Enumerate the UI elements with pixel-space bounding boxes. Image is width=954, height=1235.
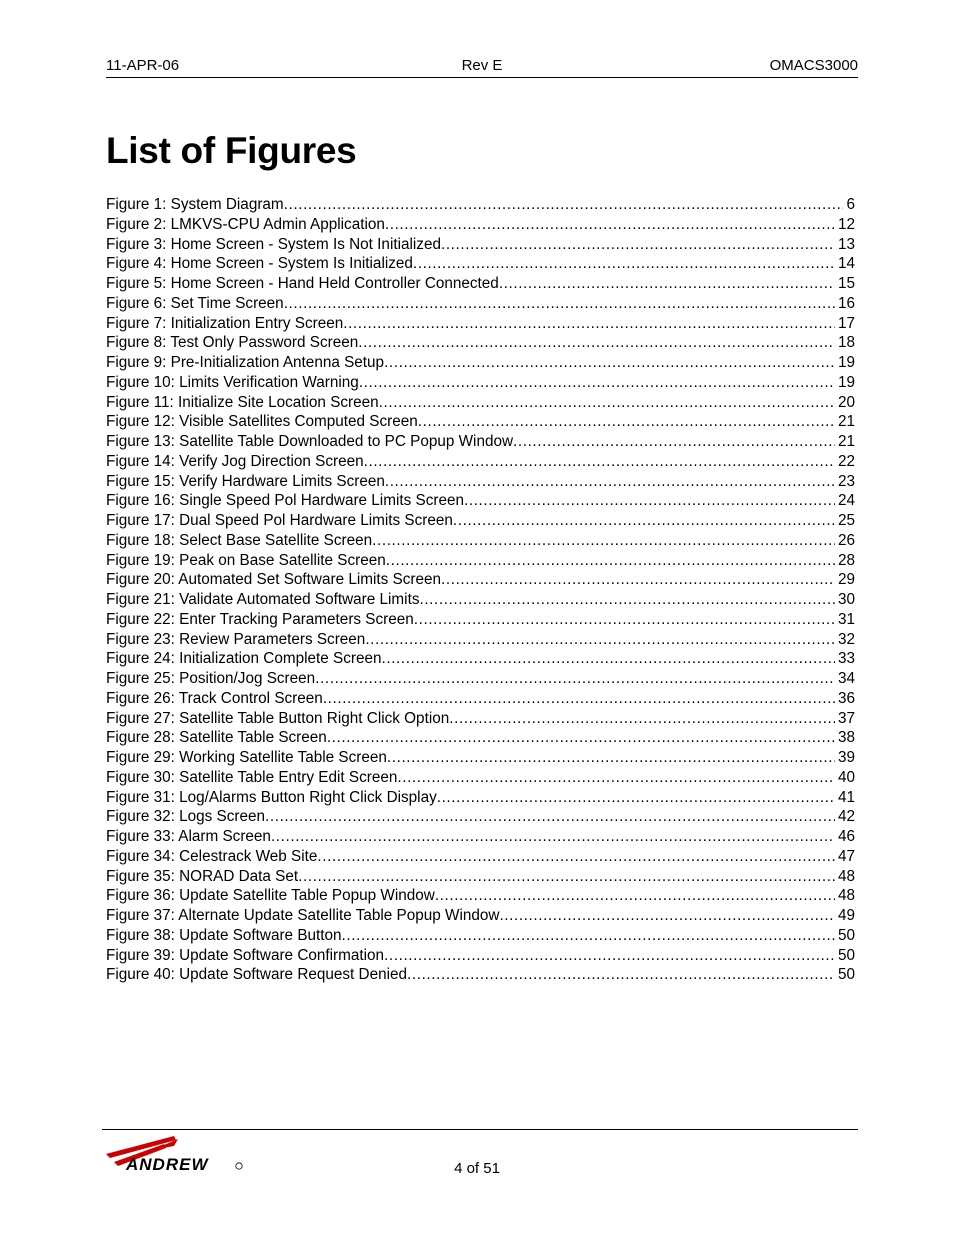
toc-entry-page: 31 <box>837 610 855 628</box>
footer-divider <box>102 1129 858 1130</box>
toc-dot-leader <box>384 353 835 373</box>
toc-entry-page: 30 <box>837 591 855 608</box>
toc-entry-page: 34 <box>837 670 855 687</box>
toc-entry[interactable] <box>106 254 855 274</box>
toc-entry[interactable] <box>106 867 855 887</box>
toc-dot-leader <box>327 728 835 748</box>
toc-dot-leader <box>414 610 835 630</box>
toc-entry-label: Figure 20: Automated Set Software Limits Screen <box>106 571 442 589</box>
toc-dot-leader <box>419 590 835 610</box>
toc-entry-label: Figure 36: Update Satellite Table Popup Window <box>106 887 435 905</box>
toc-entry[interactable] <box>106 649 855 669</box>
toc-entry-label: Figure 16: Single Speed Pol Hardware Limits Screen <box>106 492 464 510</box>
toc-entry[interactable] <box>106 570 855 590</box>
toc-entry[interactable] <box>106 926 855 946</box>
toc-entry[interactable] <box>106 235 855 255</box>
toc-entry-page: 37 <box>837 709 855 727</box>
toc-entry-label: Figure 19: Peak on Base Satellite Screen <box>106 551 386 569</box>
toc-entry-page: 41 <box>837 788 855 806</box>
toc-dot-leader <box>343 314 835 334</box>
toc-dot-leader <box>449 709 835 729</box>
toc-entry-label: Figure 39: Update Software Confirmation <box>106 946 385 964</box>
toc-entry-label: Figure 40: Update Software Request Denied <box>106 966 408 984</box>
toc-entry-label: Figure 34: Celestrack Web Site <box>106 847 318 865</box>
toc-entry-page: 48 <box>837 867 855 885</box>
toc-entry-page: 33 <box>837 650 855 668</box>
toc-entry-label: Figure 4: Home Screen - System Is Initialized <box>106 255 413 273</box>
toc-entry-page: 21 <box>837 413 855 431</box>
toc-entry-page: 22 <box>837 452 855 470</box>
svg-text:ANDREW: ANDREW <box>126 1155 209 1174</box>
toc-entry-label: Figure 35: NORAD Data Set <box>106 867 299 885</box>
toc-dot-leader <box>265 807 835 827</box>
toc-entry-page: 40 <box>837 768 855 786</box>
toc-entry[interactable] <box>106 768 855 788</box>
toc-entry-label: Figure 17: Dual Speed Pol Hardware Limits Screen <box>106 512 453 529</box>
toc-entry[interactable] <box>106 531 855 551</box>
toc-entry[interactable] <box>106 946 855 966</box>
toc-entry-page: 50 <box>837 946 855 964</box>
toc-entry[interactable] <box>106 689 855 709</box>
toc-entry-label: Figure 28: Satellite Table Screen <box>106 729 327 747</box>
toc-dot-leader <box>317 847 835 867</box>
toc-entry-label: Figure 32: Logs Screen <box>106 808 266 826</box>
toc-entry-page: 24 <box>837 492 855 510</box>
toc-entry-label: Figure 7: Initialization Entry Screen <box>106 314 344 332</box>
page-header <box>106 57 858 78</box>
toc-dot-leader <box>441 570 835 590</box>
toc-entry-page: 6 <box>846 196 855 213</box>
toc-entry[interactable] <box>106 452 855 472</box>
toc-dot-leader <box>441 235 835 255</box>
toc-entry-page: 21 <box>837 433 855 450</box>
toc-entry-page: 42 <box>837 808 855 826</box>
toc-entry-label: Figure 6: Set Time Screen <box>106 294 284 312</box>
toc-entry[interactable] <box>106 511 855 531</box>
toc-entry-label: Figure 11: Initialize Site Location Screen <box>106 393 379 411</box>
toc-dot-leader <box>499 906 835 926</box>
toc-dot-leader <box>364 452 835 472</box>
toc-entry-label: Figure 37: Alternate Update Satellite Table Popup Window <box>106 907 500 924</box>
toc-entry[interactable] <box>106 314 855 334</box>
toc-entry-label: Figure 1: System Diagram <box>106 196 284 213</box>
header-date: 11-APR-06 <box>106 57 180 74</box>
toc-entry-label: Figure 8: Test Only Password Screen <box>106 334 359 352</box>
header-revision: Rev E <box>461 57 503 74</box>
toc-entry[interactable] <box>106 294 855 314</box>
toc-entry-label: Figure 10: Limits Verification Warning <box>106 373 359 391</box>
toc-entry-page: 39 <box>837 749 855 766</box>
toc-entry[interactable] <box>106 886 855 906</box>
toc-entry-label: Figure 12: Visible Satellites Computed Screen <box>106 413 418 431</box>
toc-entry[interactable] <box>106 353 855 373</box>
toc-dot-leader <box>379 393 835 413</box>
toc-entry-page: 46 <box>837 828 855 845</box>
toc-entry[interactable] <box>106 274 855 294</box>
toc-entry-page: 25 <box>837 512 855 529</box>
toc-entry-label: Figure 2: LMKVS-CPU Admin Application <box>106 215 385 233</box>
toc-dot-leader <box>284 294 835 314</box>
toc-entry-label: Figure 27: Satellite Table Button Right Click Option <box>106 709 450 727</box>
toc-dot-leader <box>386 551 835 571</box>
toc-entry[interactable] <box>106 669 855 689</box>
toc-dot-leader <box>464 491 835 511</box>
toc-dot-leader <box>453 511 835 531</box>
toc-dot-leader <box>385 472 835 492</box>
toc-entry[interactable] <box>106 610 855 630</box>
toc-entry-page: 19 <box>837 373 855 391</box>
toc-entry-label: Figure 22: Enter Tracking Parameters Screen <box>106 610 414 628</box>
toc-dot-leader <box>387 748 835 768</box>
toc-entry-page: 19 <box>837 354 855 371</box>
toc-entry-label: Figure 24: Initialization Complete Screen <box>106 650 382 668</box>
toc-entry-page: 23 <box>837 472 855 490</box>
header-doc-id: OMACS3000 <box>769 57 858 74</box>
toc-entry-page: 28 <box>837 551 855 569</box>
toc-entry-page: 16 <box>837 294 855 312</box>
page-number: 4 of 51 <box>454 1160 500 1177</box>
toc-entry-page: 15 <box>837 275 855 292</box>
toc-entry[interactable] <box>106 393 855 413</box>
toc-dot-leader <box>407 965 835 985</box>
toc-entry-page: 38 <box>837 729 855 747</box>
toc-dot-leader <box>382 649 835 669</box>
toc-dot-leader <box>437 788 835 808</box>
toc-entry[interactable] <box>106 748 855 768</box>
toc-entry-page: 48 <box>837 887 855 905</box>
toc-dot-leader <box>418 412 835 432</box>
toc-entry-label: Figure 9: Pre-Initialization Antenna Setup <box>106 354 385 371</box>
toc-entry-label: Figure 31: Log/Alarms Button Right Click Display <box>106 788 437 806</box>
toc-entry[interactable] <box>106 215 855 235</box>
toc-dot-leader <box>298 867 835 887</box>
toc-dot-leader <box>271 827 835 847</box>
toc-entry[interactable] <box>106 906 855 926</box>
toc-entry[interactable] <box>106 827 855 847</box>
toc-dot-leader <box>315 669 835 689</box>
toc-entry[interactable] <box>106 709 855 729</box>
toc-dot-leader <box>413 254 835 274</box>
toc-dot-leader <box>342 926 835 946</box>
toc-entry[interactable] <box>106 491 855 511</box>
toc-dot-leader <box>513 432 835 452</box>
toc-dot-leader <box>499 274 835 294</box>
toc-dot-leader <box>358 333 835 353</box>
toc-dot-leader <box>435 886 835 906</box>
toc-entry[interactable] <box>106 630 855 650</box>
toc-entry-page: 47 <box>837 847 855 865</box>
toc-entry-page: 17 <box>837 314 855 332</box>
toc-entry-label: Figure 33: Alarm Screen <box>106 828 271 845</box>
toc-entry-page: 50 <box>837 966 855 984</box>
toc-entry-label: Figure 38: Update Software Button <box>106 926 342 944</box>
toc-entry-page: 13 <box>837 235 855 253</box>
toc-entry[interactable] <box>106 590 855 610</box>
toc-dot-leader <box>284 195 844 215</box>
toc-entry-page: 18 <box>837 334 855 352</box>
toc-entry[interactable] <box>106 472 855 492</box>
toc-entry-page: 14 <box>837 255 855 273</box>
toc-entry[interactable] <box>106 847 855 867</box>
toc-entry-label: Figure 30: Satellite Table Entry Edit Screen <box>106 768 398 786</box>
toc-entry-label: Figure 26: Track Control Screen <box>106 689 323 707</box>
toc-dot-leader <box>359 373 835 393</box>
toc-entry-label: Figure 21: Validate Automated Software Limits <box>106 591 420 608</box>
toc-entry-page: 36 <box>837 689 855 707</box>
toc-entry[interactable] <box>106 728 855 748</box>
page-title: List of Figures <box>106 130 357 171</box>
toc-dot-leader <box>323 689 835 709</box>
toc-entry[interactable] <box>106 373 855 393</box>
toc-entry-page: 29 <box>837 571 855 589</box>
toc-entry[interactable] <box>106 788 855 808</box>
toc-entry[interactable] <box>106 333 855 353</box>
toc-entry-label: Figure 5: Home Screen - Hand Held Controller Connected <box>106 275 499 292</box>
toc-entry-page: 20 <box>837 393 855 411</box>
toc-entry-page: 32 <box>837 630 855 648</box>
toc-entry-page: 26 <box>837 531 855 549</box>
toc-entry-label: Figure 23: Review Parameters Screen <box>106 630 366 648</box>
toc-entry[interactable] <box>106 807 855 827</box>
toc-entry-label: Figure 14: Verify Jog Direction Screen <box>106 452 364 470</box>
toc-entry-label: Figure 29: Working Satellite Table Screen <box>106 749 387 766</box>
toc-dot-leader <box>385 215 835 235</box>
toc-dot-leader <box>365 630 835 650</box>
toc-entry[interactable] <box>106 965 855 985</box>
toc-dot-leader <box>372 531 835 551</box>
toc-entry-page: 49 <box>837 907 855 924</box>
toc-entry[interactable] <box>106 412 855 432</box>
toc-dot-leader <box>397 768 835 788</box>
toc-entry[interactable] <box>106 195 855 215</box>
toc-entry-label: Figure 15: Verify Hardware Limits Screen <box>106 472 385 490</box>
toc-entry[interactable] <box>106 551 855 571</box>
toc-entry-label: Figure 25: Position/Jog Screen <box>106 670 316 687</box>
toc-entry-label: Figure 3: Home Screen - System Is Not Initialized <box>106 235 441 253</box>
toc-entry-label: Figure 18: Select Base Satellite Screen <box>106 531 373 549</box>
toc-dot-leader <box>384 946 835 966</box>
list-of-figures <box>106 195 855 985</box>
toc-entry-page: 50 <box>837 926 855 944</box>
toc-entry-page: 12 <box>837 215 855 233</box>
toc-entry-label: Figure 13: Satellite Table Downloaded to PC Popup Window <box>106 433 514 450</box>
toc-entry[interactable] <box>106 432 855 452</box>
